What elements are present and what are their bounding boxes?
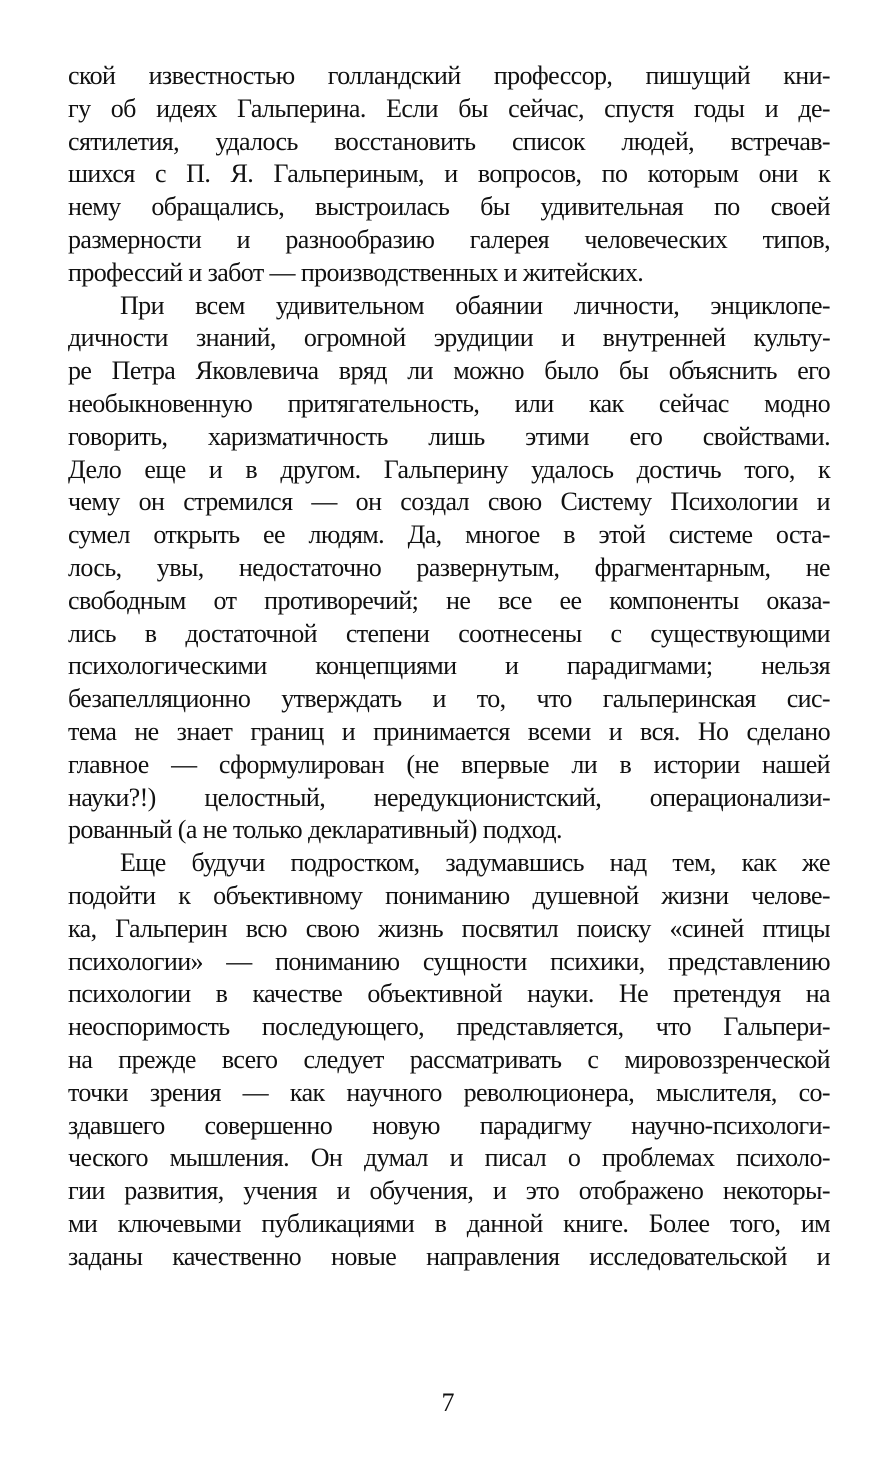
text-line: говорить, харизматичность лишь этими его свойствами.	[68, 421, 830, 451]
text-line: заданы качественно новые направления исследовательской и	[68, 1241, 830, 1271]
text-line: сумел открыть ее людям. Да, многое в этой системе оста-	[68, 520, 830, 550]
text-line: чему он стремился — он создал свою Систему Психологии и	[68, 487, 830, 517]
text-line: ми ключевыми публикациями в данной книге. Более того, им	[68, 1208, 830, 1238]
text-line: гу об идеях Гальперина. Если бы сейчас, спустя годы и де-	[68, 93, 830, 123]
text-line: на прежде всего следует рассматривать с мировоззренческой	[68, 1044, 830, 1074]
document-page	[68, 60, 830, 1273]
text-line: психологии в качестве объективной науки. Не претендуя на	[68, 979, 830, 1009]
text-line: размерности и разнообразию галерея человеческих типов,	[68, 224, 830, 254]
text-line: При всем удивительном обаянии личности, энциклопе-	[120, 290, 830, 320]
text-line: здавшего совершенно новую парадигму научно-психологи-	[68, 1110, 830, 1140]
text-line: тема не знает границ и принимается всеми и вся. Но сделано	[68, 716, 830, 746]
text-line: свободным от противоречий; не все ее компоненты оказа-	[68, 585, 830, 615]
text-line: точки зрения — как научного революционера, мыслителя, со-	[68, 1077, 830, 1107]
text-line: рованный (а не только декларативный) подход.	[68, 815, 562, 845]
text-line: подойти к объективному пониманию душевной жизни челове-	[68, 880, 830, 910]
text-line: Дело еще и в другом. Гальперину удалось достичь того, к	[68, 454, 830, 484]
text-line: шихся с П. Я. Гальпериным, и вопросов, по которым они к	[68, 159, 830, 189]
text-line: психологическими концепциями и парадигмами; нельзя	[68, 651, 830, 681]
text-line: ре Петра Яковлевича вряд ли можно было бы объяснить его	[68, 356, 830, 386]
text-line: Еще будучи подростком, задумавшись над тем, как же	[120, 848, 830, 878]
text-line: дичности знаний, огромной эрудиции и внутренней культу-	[68, 323, 830, 353]
text-line: психологии» — пониманию сущности психики, представлению	[68, 946, 830, 976]
text-line: безапелляционно утверждать и то, что гальперинская сис-	[68, 684, 830, 714]
text-line: главное — сформулирован (не впервые ли в истории нашей	[68, 749, 830, 779]
text-line: гии развития, учения и обучения, и это отображено некоторы-	[68, 1176, 830, 1206]
text-line: лось, увы, недостаточно развернутым, фрагментарным, не	[68, 552, 830, 582]
text-line: ка, Гальперин всю свою жизнь посвятил поиску «синей птицы	[68, 913, 830, 943]
text-line: неоспоримость последующего, представляется, что Гальпери-	[68, 1012, 830, 1042]
text-line: профессий и забот — производственных и житейских.	[68, 257, 644, 287]
text-line: необыкновенную притягательность, или как сейчас модно	[68, 388, 830, 418]
text-line: нему обращались, выстроилась бы удивительная по своей	[68, 192, 830, 222]
text-line: лись в достаточной степени соотнесены с существующими	[68, 618, 830, 648]
text-line: ческого мышления. Он думал и писал о проблемах психоло-	[68, 1143, 830, 1173]
text-line: науки?!) целостный, нередукционистский, операционализи-	[68, 782, 830, 812]
text-line: ской известностью голландский профессор, пишущий кни-	[68, 61, 830, 90]
page-number: 7	[441, 1388, 455, 1417]
text-line: сятилетия, удалось восстановить список людей, встречав-	[68, 126, 830, 156]
